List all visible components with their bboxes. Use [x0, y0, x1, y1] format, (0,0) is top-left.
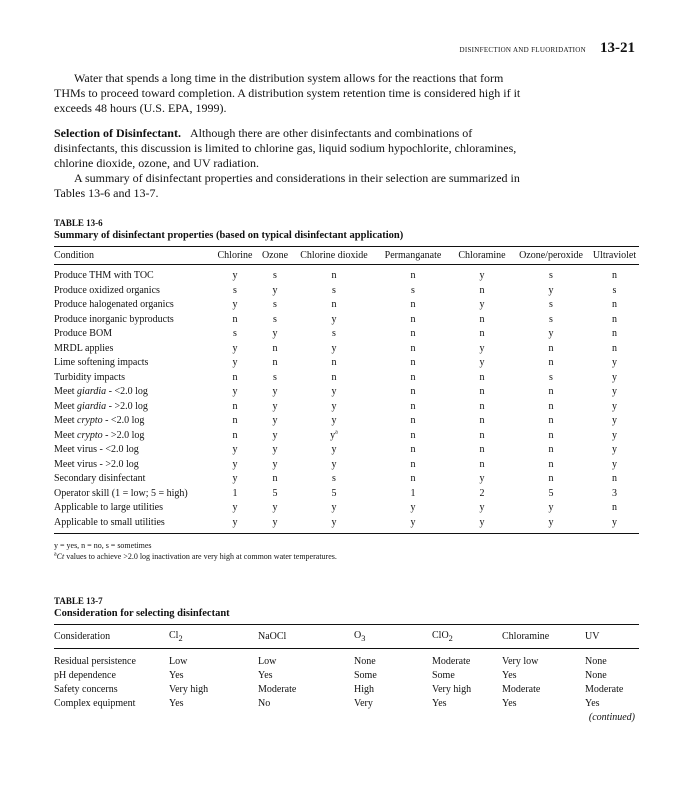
value-cell: n: [479, 313, 485, 325]
value-cell: None: [585, 656, 607, 667]
value-cell: n: [410, 429, 416, 441]
value-cell: s: [549, 313, 553, 325]
value-cell: n: [331, 371, 337, 383]
value-cell: y: [410, 502, 416, 513]
column-header: Ultraviolet: [590, 247, 639, 265]
condition-cell: Secondary disinfectant: [54, 473, 146, 484]
value-cell: y: [548, 516, 554, 528]
value-cell: n: [410, 299, 416, 310]
value-cell: n: [548, 444, 554, 455]
value-cell: n: [612, 502, 617, 513]
value-cell: n: [410, 270, 416, 281]
footnote-ct: Ct: [56, 552, 65, 561]
table-row: [54, 697, 639, 711]
value-cell: Yes: [432, 698, 447, 709]
table-13-6: [54, 218, 639, 562]
continued-note: (continued): [588, 712, 635, 723]
value-cell: n: [410, 415, 416, 426]
condition-cell: Produce THM with TOC: [54, 270, 154, 281]
organism-name: crypto: [77, 429, 103, 441]
value-cell: s: [273, 313, 277, 325]
consideration-cell: pH dependence: [54, 670, 116, 681]
column-header: NaOCl: [258, 625, 354, 649]
table-row: [54, 313, 639, 328]
value-cell: y: [232, 270, 238, 281]
table-row: [54, 265, 639, 284]
condition-cell: Produce halogenated organics: [54, 299, 174, 310]
value-cell: Moderate: [258, 684, 297, 695]
value-cell: y: [272, 458, 278, 470]
value-cell: y: [232, 299, 238, 310]
footnote-marker: a: [335, 429, 338, 436]
value-cell: Moderate: [585, 684, 624, 695]
condition-cell: Meet virus - >2.0 log: [54, 458, 139, 470]
value-cell: Low: [169, 656, 188, 667]
organism-name: crypto: [77, 415, 103, 426]
disinfectant-properties-table: [54, 246, 639, 534]
value-cell: y: [331, 415, 337, 426]
value-cell: y: [548, 284, 554, 296]
value-cell: n: [331, 357, 337, 368]
value-cell: y: [612, 415, 617, 426]
value-cell: y: [612, 444, 617, 455]
value-cell: n: [479, 415, 485, 426]
table-row: [54, 385, 639, 400]
column-header: UV: [585, 625, 639, 649]
value-cell: y: [479, 516, 485, 528]
value-cell: n: [331, 299, 337, 310]
condition-cell: Meet giardia - <2.0 log: [54, 386, 148, 397]
value-cell: Some: [432, 670, 455, 681]
value-cell: y: [612, 357, 617, 368]
value-cell: s: [549, 270, 553, 281]
footnote-marker: a: [54, 551, 57, 558]
value-cell: y: [410, 516, 416, 528]
condition-cell: Applicable to small utilities: [54, 516, 165, 528]
table-row: [54, 342, 639, 357]
value-cell: y: [479, 502, 485, 513]
value-cell: n: [548, 415, 554, 426]
subscript: 2: [448, 634, 453, 643]
table-row: [54, 327, 639, 342]
column-header: Ozone: [256, 247, 294, 265]
value-cell: Low: [258, 656, 277, 667]
condition-cell: Meet crypto - <2.0 log: [54, 415, 145, 426]
column-header: Chlorine dioxide: [294, 247, 374, 265]
value-cell: 1: [232, 487, 238, 499]
value-cell: Yes: [502, 698, 517, 709]
column-header: Permanganate: [374, 247, 452, 265]
value-cell: n: [479, 328, 485, 339]
disinfectant-consideration-table: [54, 624, 639, 711]
value-cell: n: [410, 357, 416, 368]
value-cell: Very high: [432, 684, 472, 695]
value-cell: y: [232, 342, 238, 354]
value-cell: y: [479, 473, 485, 484]
table-label: TABLE 13-6: [54, 218, 103, 228]
column-header: Ozone/peroxide: [512, 247, 590, 265]
value-cell: n: [410, 458, 416, 470]
condition-cell: Operator skill (1 = low; 5 = high): [54, 487, 188, 499]
value-cell: y: [232, 473, 238, 484]
consideration-cell: Safety concerns: [54, 684, 118, 695]
value-cell: Very: [354, 698, 373, 709]
subscript: 2: [178, 634, 183, 643]
value-cell: y: [612, 458, 617, 470]
table-row: [54, 501, 639, 516]
value-cell: n: [548, 429, 554, 441]
value-cell: y: [232, 458, 238, 470]
value-cell: y: [232, 357, 238, 368]
value-cell: Some: [354, 670, 377, 681]
value-cell: y: [272, 400, 278, 412]
condition-cell: Produce BOM: [54, 328, 113, 339]
value-cell: y: [272, 516, 278, 528]
value-cell: y: [479, 299, 485, 310]
table-notes: [54, 540, 639, 562]
table-row: [54, 458, 639, 473]
condition-cell: MRDL applies: [54, 342, 114, 354]
condition-cell: Applicable to large utilities: [54, 502, 163, 513]
value-cell: n: [232, 313, 238, 325]
value-cell: y: [479, 342, 485, 354]
value-cell: n: [479, 400, 485, 412]
table-label: TABLE 13-7: [54, 596, 103, 606]
value-cell: y: [331, 502, 337, 513]
value-cell: n: [232, 371, 238, 383]
table-title: Consideration for selecting disinfectant: [54, 608, 230, 619]
value-cell: s: [332, 284, 336, 296]
value-cell: n: [232, 429, 238, 441]
value-cell: s: [273, 371, 277, 383]
value-cell: n: [331, 270, 337, 281]
value-cell: n: [410, 371, 416, 383]
value-cell: n: [612, 313, 617, 325]
section-title: DISINFECTION AND FLUORIDATION: [459, 46, 586, 54]
value-cell: n: [548, 357, 554, 368]
value-cell: n: [410, 444, 416, 455]
value-cell: y: [548, 502, 554, 513]
value-cell: n: [548, 342, 554, 354]
value-cell: No: [258, 698, 271, 709]
value-cell: y: [479, 270, 485, 281]
value-cell: y: [272, 415, 278, 426]
value-cell: y: [331, 458, 337, 470]
value-cell: High: [354, 684, 374, 695]
value-cell: n: [479, 371, 485, 383]
value-cell: y: [272, 444, 278, 455]
condition-cell: Meet crypto - >2.0 log: [54, 429, 145, 441]
column-header: Consideration: [54, 625, 169, 649]
value-cell: n: [612, 473, 617, 484]
value-cell: n: [272, 473, 278, 484]
value-cell: s: [233, 328, 237, 339]
value-cell: Moderate: [432, 656, 471, 667]
value-cell: y: [612, 371, 617, 383]
value-cell: n: [479, 458, 485, 470]
table-header-row: [54, 625, 639, 649]
value-cell: Yes: [169, 670, 184, 681]
value-cell: s: [612, 284, 617, 296]
value-cell: s: [332, 328, 336, 339]
column-header: Chloramine: [452, 247, 512, 265]
value-cell: y: [272, 502, 278, 513]
value-cell: y: [272, 328, 278, 339]
value-cell: 2: [479, 487, 485, 499]
table-13-7: [54, 596, 639, 711]
condition-cell: Produce oxidized organics: [54, 284, 160, 296]
table-row: [54, 371, 639, 386]
column-header: $Cl_2$: [169, 625, 258, 649]
value-cell: Yes: [258, 670, 273, 681]
value-cell: n: [479, 429, 485, 441]
value-cell: n: [410, 342, 416, 354]
table-header-row: [54, 247, 639, 265]
value-cell: n: [232, 415, 238, 426]
selection-heading: Selection of Disinfectant.: [54, 126, 181, 140]
column-header: Condition: [54, 247, 214, 265]
value-cell: n: [410, 400, 416, 412]
value-cell: Yes: [502, 670, 517, 681]
value-cell: n: [548, 458, 554, 470]
condition-cell: Produce inorganic byproducts: [54, 313, 174, 325]
value-cell: Yes: [585, 698, 600, 709]
value-cell: s: [411, 284, 415, 296]
value-cell: n: [410, 328, 416, 339]
value-cell: y: [612, 386, 617, 397]
table-row: [54, 472, 639, 487]
value-cell: y: [232, 386, 238, 397]
value-cell: n: [479, 284, 485, 296]
value-cell: Moderate: [502, 684, 541, 695]
organism-name: giardia: [77, 400, 107, 412]
table-title: Summary of disinfectant properties (based on typical disinfectant application): [54, 230, 404, 241]
table-row: [54, 414, 639, 429]
column-header: Chloramine: [502, 625, 585, 649]
value-cell: y: [232, 444, 238, 455]
value-cell: s: [549, 371, 553, 383]
condition-cell: Lime softening impacts: [54, 357, 149, 368]
value-cell: n: [272, 342, 278, 354]
table-row: [54, 683, 639, 697]
value-cell: Yes: [169, 698, 184, 709]
value-cell: n: [612, 270, 617, 281]
table-row: [54, 400, 639, 415]
value-cell: y: [612, 429, 617, 441]
value-cell: n: [612, 299, 617, 310]
value-cell: n: [548, 400, 554, 412]
value-cell: s: [273, 299, 277, 310]
value-cell: 3: [612, 487, 617, 499]
table-row: [54, 443, 639, 458]
value-cell: n: [410, 386, 416, 397]
value-cell: y: [331, 313, 337, 325]
value-cell: y: [612, 400, 617, 412]
value-cell: Very high: [169, 684, 209, 695]
organism-name: giardia: [77, 386, 107, 397]
running-header: [459, 40, 635, 57]
value-cell: s: [549, 299, 553, 310]
value-cell: y: [331, 342, 337, 354]
column-header: $O_3$: [354, 625, 432, 649]
value-cell: n: [410, 473, 416, 484]
paragraph-summary: A summary of disinfectant properties and considerations in their selection are summarized in Tables 13-6 and 13-7.: [54, 171, 520, 200]
value-cell: None: [354, 656, 376, 667]
value-cell: n: [479, 444, 485, 455]
table-row: [54, 284, 639, 299]
table-row: [54, 669, 639, 683]
value-cell: y: [548, 328, 554, 339]
value-cell: y: [331, 516, 337, 528]
value-cell: n: [410, 313, 416, 325]
legend-note: y = yes, n = no, s = sometimes: [54, 541, 152, 550]
table-row: [54, 298, 639, 313]
value-cell: s: [332, 473, 336, 484]
value-cell: 5: [272, 487, 278, 499]
column-header: Chlorine: [214, 247, 256, 265]
value-cell: y: [331, 400, 337, 412]
value-cell: n: [612, 342, 617, 354]
table-row: [54, 429, 639, 444]
value-cell: n: [232, 400, 238, 412]
body-text: [54, 71, 534, 201]
value-cell: y: [331, 444, 337, 455]
value-cell: Very low: [502, 656, 539, 667]
table-row: [54, 487, 639, 502]
value-cell: y: [272, 386, 278, 397]
value-cell: y: [232, 516, 238, 528]
table-row: [54, 356, 639, 371]
value-cell: n: [548, 473, 554, 484]
footnote: [54, 551, 639, 562]
selection-body: Although there are other disinfectants and combinations of disinfectants, this discussion is limited to chlorine gas, liquid sodium hypochlorite, chloramines, chlorine dioxide, ozone, and UV radiation.: [54, 126, 517, 170]
value-cell: n: [479, 386, 485, 397]
value-cell: y: [272, 429, 278, 441]
consideration-cell: Complex equipment: [54, 698, 136, 709]
paragraph-selection: [54, 126, 534, 171]
page-number: 13-21: [600, 40, 635, 56]
table-row: [54, 516, 639, 534]
value-cell: y: [479, 357, 485, 368]
consideration-cell: Residual persistence: [54, 656, 136, 667]
subscript: 3: [361, 634, 366, 643]
paragraph-retention: Water that spends a long time in the distribution system allows for the reactions that form THMs to proceed toward completion. A distribution system retention time is considered high if it exceeds 48 hours (U.S. EPA, 1999).: [54, 71, 521, 115]
value-cell: s: [233, 284, 237, 296]
value-cell: y: [612, 516, 617, 528]
table-row: [54, 649, 639, 670]
value-cell: y: [232, 502, 238, 513]
value-cell: s: [273, 270, 277, 281]
value-cell: n: [612, 328, 617, 339]
value-cell: y: [272, 284, 278, 296]
value-cell: 5: [548, 487, 554, 499]
condition-cell: Meet giardia - >2.0 log: [54, 400, 148, 412]
value-cell: None: [585, 670, 607, 681]
value-cell: $y^a$: [330, 429, 338, 441]
value-cell: y: [331, 386, 337, 397]
column-header: ClO$_2$: [432, 625, 502, 649]
value-cell: 1: [410, 487, 416, 499]
condition-cell: Turbidity impacts: [54, 371, 126, 383]
value-cell: n: [272, 357, 278, 368]
footnote-text: values to achieve >2.0 log inactivation are very high at common water temperatures.: [64, 552, 337, 561]
value-cell: 5: [331, 487, 337, 499]
condition-cell: Meet virus - <2.0 log: [54, 444, 139, 455]
value-cell: n: [548, 386, 554, 397]
